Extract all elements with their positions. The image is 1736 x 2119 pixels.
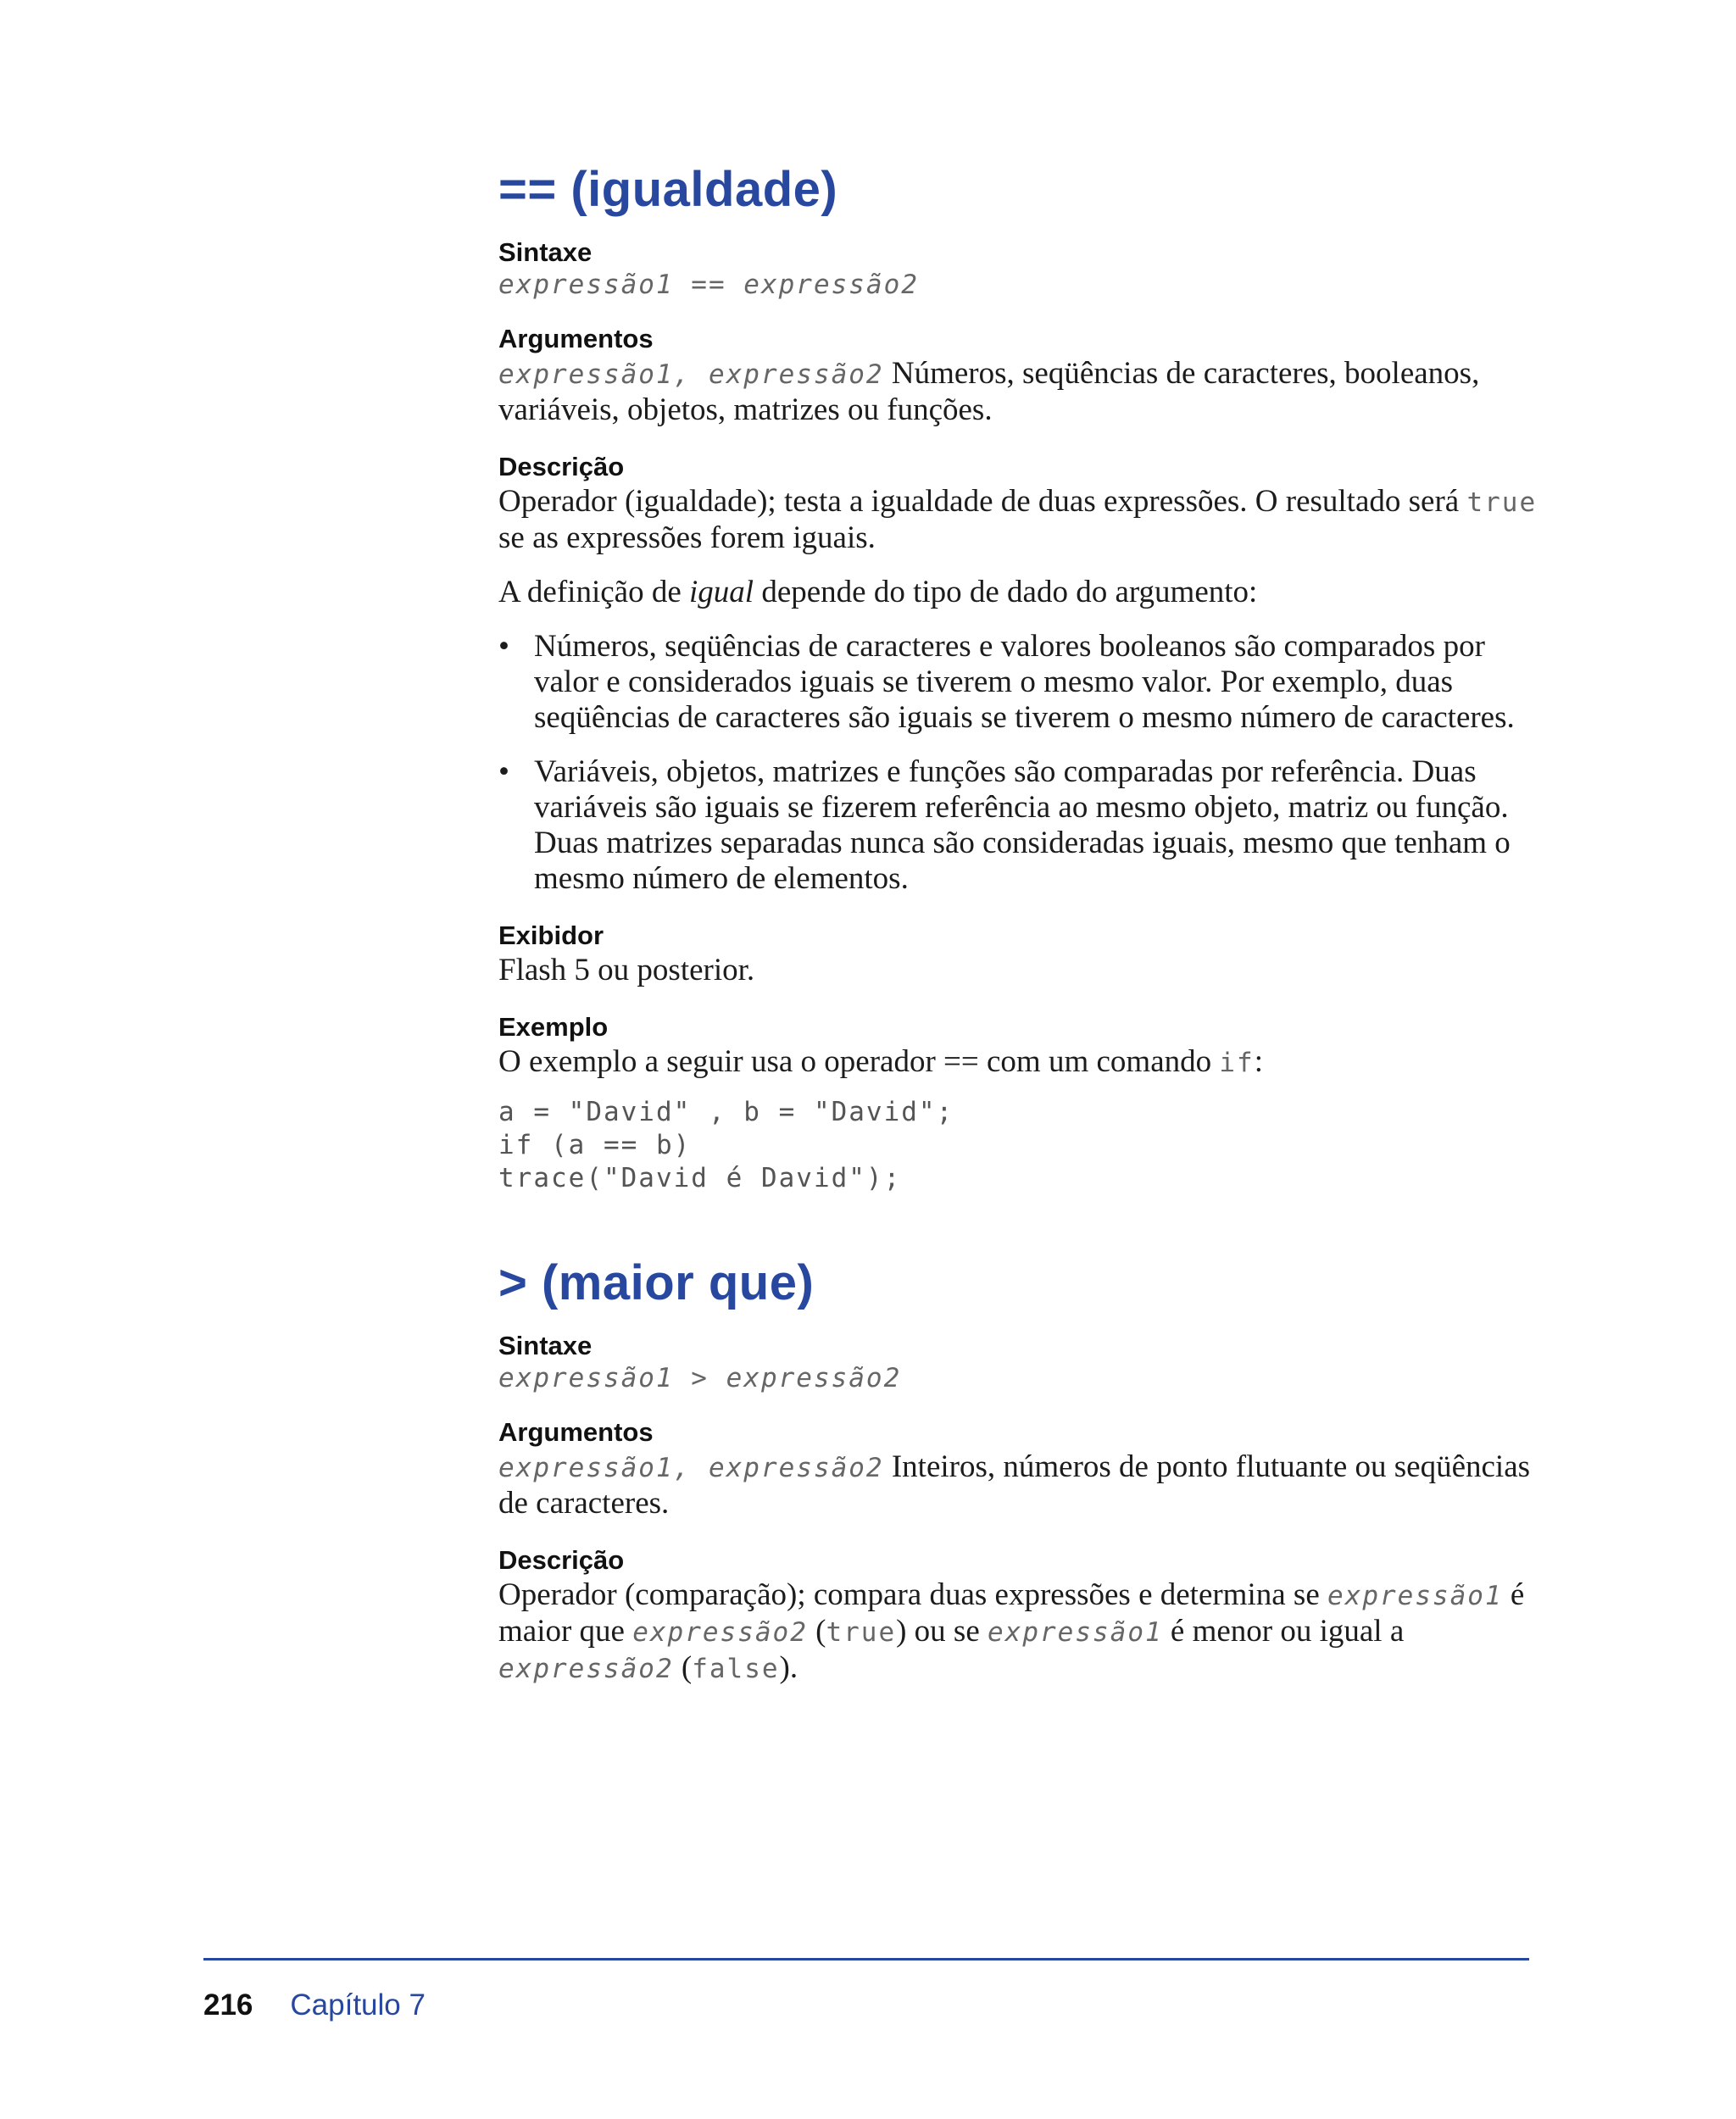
inline-code: expressão2 xyxy=(632,1617,808,1648)
page-number: 216 xyxy=(203,1988,253,2022)
syntax-label: Sintaxe xyxy=(498,1331,593,1360)
syntax-label: Sintaxe xyxy=(498,237,593,267)
bullet-icon: • xyxy=(498,754,509,789)
inline-code: true xyxy=(826,1617,897,1648)
definition-paragraph xyxy=(498,575,1550,610)
list-item-text: Números, seqüências de caracteres e valores booleanos são comparados por valor e considerados iguais se tiverem o mesmo valor. Por exemplo, duas seqüências de caracteres são iguais se tiverem o mesmo número de caracteres. xyxy=(534,629,1515,735)
player-text: Flash 5 ou posterior. xyxy=(498,953,755,987)
description-label: Descrição xyxy=(498,1545,625,1575)
arguments-text xyxy=(498,356,1550,428)
bullet-icon: • xyxy=(498,629,509,664)
description-label: Descrição xyxy=(498,452,625,481)
description-text: é maior que xyxy=(498,1577,1525,1649)
description-paragraph xyxy=(498,1577,1550,1687)
inline-code: false xyxy=(692,1654,780,1684)
description-text: se as expressões forem iguais. xyxy=(498,520,876,555)
example-sentence: O exemplo a seguir usa o operador == com um comando xyxy=(498,1044,1220,1079)
description-paragraph xyxy=(498,484,1550,556)
arguments-code: expressão1, expressão2 xyxy=(498,359,884,390)
page-content xyxy=(498,158,1550,1687)
list-item-text: Variáveis, objetos, matrizes e funções são comparadas por referência. Duas variáveis são iguais se fizerem referência ao mesmo objeto, matriz ou função. Duas matrizes separadas nunca são consideradas iguais, mesmo que tenham o mesmo número de elementos. xyxy=(534,754,1511,896)
player-label: Exibidor xyxy=(498,920,604,950)
section-equality xyxy=(498,158,1550,1195)
definition-text: A definição de xyxy=(498,575,689,609)
description-text: é menor ou igual a xyxy=(1162,1614,1405,1649)
code-line: trace("David é David"); xyxy=(498,1163,902,1193)
section-title: > (maior que) xyxy=(498,1255,815,1310)
list-item xyxy=(498,629,1550,736)
arguments-text xyxy=(498,1449,1550,1521)
footer-rule xyxy=(203,1958,1529,1960)
arguments-code: expressão1, expressão2 xyxy=(498,1453,884,1483)
list-item xyxy=(498,754,1550,897)
syntax-code: expressão1 == expressão2 xyxy=(498,270,919,300)
section-greater-than xyxy=(498,1251,1550,1687)
description-text: Operador (comparação); compara duas expressões e determina se xyxy=(498,1577,1327,1612)
definition-text: depende do tipo de dado do argumento: xyxy=(754,575,1258,609)
arguments-description: Inteiros, números de ponto flutuante ou seqüências de caracteres. xyxy=(498,1449,1531,1521)
arguments-label: Argumentos xyxy=(498,324,654,353)
description-text: ( xyxy=(807,1614,826,1649)
syntax-code: expressão1 > expressão2 xyxy=(498,1363,902,1393)
example-text xyxy=(498,1044,1550,1081)
italic-word: igual xyxy=(689,575,754,609)
inline-code: expressão1 xyxy=(988,1617,1163,1648)
bullet-list xyxy=(498,629,1550,897)
code-line: if (a == b) xyxy=(498,1130,692,1160)
chapter-label: Capítulo 7 xyxy=(290,1988,426,2022)
arguments-description: Números, seqüências de caracteres, booleanos, variáveis, objetos, matrizes ou funções. xyxy=(498,356,1480,427)
example-label: Exemplo xyxy=(498,1012,609,1042)
inline-code: expressão2 xyxy=(498,1654,674,1684)
description-text: ( xyxy=(673,1650,693,1685)
inline-code-if: if xyxy=(1219,1048,1255,1078)
arguments-label: Argumentos xyxy=(498,1417,654,1447)
code-block xyxy=(498,1096,1550,1195)
example-sentence: : xyxy=(1254,1044,1263,1079)
description-text: ) ou se xyxy=(896,1614,988,1649)
description-text: Operador (igualdade); testa a igualdade de duas expressões. O resultado será xyxy=(498,484,1467,519)
section-title: == (igualdade) xyxy=(498,162,838,217)
inline-code-true: true xyxy=(1466,487,1538,518)
inline-code: expressão1 xyxy=(1327,1581,1503,1611)
code-line: a = "David" , b = "David"; xyxy=(498,1097,954,1127)
description-text: ). xyxy=(779,1650,798,1685)
page-footer xyxy=(203,1988,426,2031)
